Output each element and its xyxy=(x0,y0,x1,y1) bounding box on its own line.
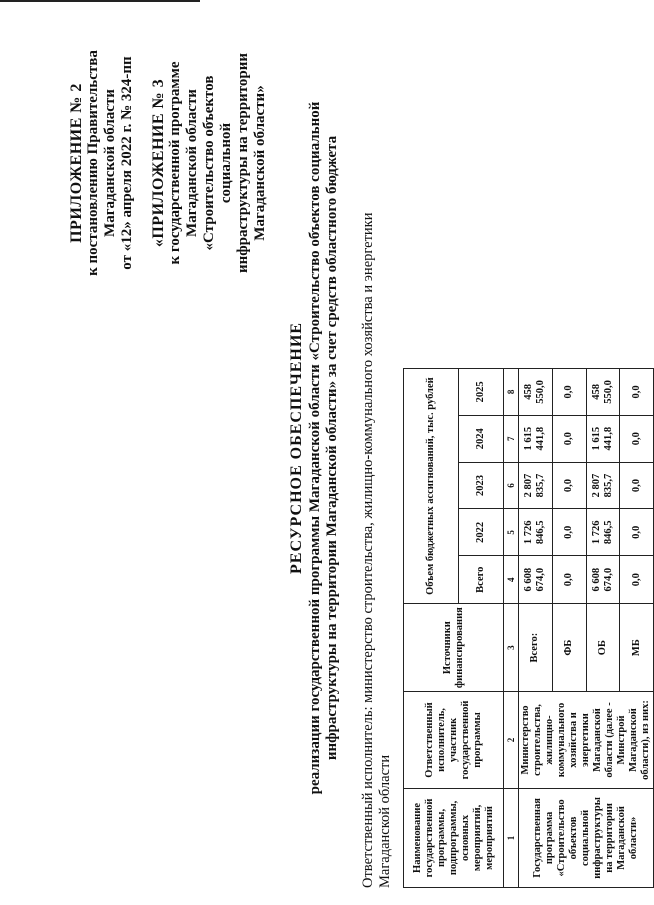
header-2022: 2022 xyxy=(459,509,504,556)
appendix-line: Магаданской области» xyxy=(252,85,268,241)
y2025-cell: 0,0 xyxy=(620,369,654,416)
rotated-page xyxy=(18,28,651,888)
header-source: Источники финансирования xyxy=(404,604,504,692)
y2022-cell: 0,0 xyxy=(552,509,586,556)
column-number: 8 xyxy=(504,369,519,416)
appendix-title: ПРИЛОЖЕНИЕ № 2 xyxy=(68,83,85,243)
title-line: инфраструктуры на территории Магаданской области» за счет средств областного бюджета xyxy=(324,135,340,761)
total-cell: 0,0 xyxy=(552,556,586,604)
header-2023: 2023 xyxy=(459,462,504,509)
resource-table xyxy=(403,368,654,888)
program-name-cell: Государственная программа «Строительство объектов социальной инфраструктуры на территории Магаданской области» xyxy=(519,788,654,887)
column-number: 5 xyxy=(504,509,519,556)
source-cell: Всего: xyxy=(519,604,553,692)
header-2024: 2024 xyxy=(459,415,504,462)
y2023-cell: 2 807 835,7 xyxy=(586,462,620,509)
top-rule xyxy=(0,0,200,2)
title-head: РЕСУРСНОЕ ОБЕСПЕЧЕНИЕ xyxy=(288,322,305,574)
executor-cell: Министерство строительства, жилищно-коммунального хозяйства и энергетики Магаданской области (далее - Минстрой Магаданской области), из них: xyxy=(519,692,654,789)
column-number: 4 xyxy=(504,556,519,604)
appendix-line: инфраструктуры на территории xyxy=(235,52,251,274)
column-number: 3 xyxy=(504,604,519,692)
y2023-cell: 0,0 xyxy=(620,462,654,509)
appendix-date: от «12» апреля 2022 г. № 324-пп xyxy=(119,56,135,270)
y2022-cell: 1 726 846,5 xyxy=(519,509,553,556)
source-cell: ФБ xyxy=(552,604,586,692)
y2023-cell: 0,0 xyxy=(552,462,586,509)
source-cell: МБ xyxy=(620,604,654,692)
responsible-line: Магаданской области xyxy=(377,754,393,888)
column-numbers-row xyxy=(504,369,519,888)
header-program: Наименование государственной программы, подпрограммы, основных мероприятий, мероприятий xyxy=(404,788,504,887)
total-cell: 6 608 674,0 xyxy=(519,556,553,604)
header-executor: Ответственный исполнитель, участник государственной программы xyxy=(404,692,504,789)
y2022-cell: 1 726 846,5 xyxy=(586,509,620,556)
appendix-block xyxy=(68,38,269,288)
y2022-cell: 0,0 xyxy=(620,509,654,556)
column-number: 7 xyxy=(504,415,519,462)
appendix-line: к постановлению Правительства xyxy=(85,50,101,276)
table-row xyxy=(519,369,553,888)
y2023-cell: 2 807 835,7 xyxy=(519,462,553,509)
table-header-row xyxy=(404,369,459,888)
appendix-line: Магаданской области xyxy=(102,89,118,237)
y2024-cell: 0,0 xyxy=(620,415,654,462)
y2025-cell: 458 550,0 xyxy=(519,369,553,416)
total-cell: 0,0 xyxy=(620,556,654,604)
y2024-cell: 0,0 xyxy=(552,415,586,462)
column-number: 6 xyxy=(504,462,519,509)
header-total: Всего xyxy=(459,556,504,604)
source-cell: ОБ xyxy=(586,604,620,692)
header-2025: 2025 xyxy=(459,369,504,416)
title-line: реализации государственной программы Магаданской области «Строительство объектов социальной xyxy=(307,101,323,795)
appendix-line: к государственной программе xyxy=(167,61,183,265)
appendix-line: «Строительство объектов социальной xyxy=(201,75,234,251)
column-number: 1 xyxy=(504,788,519,887)
appendix-line: Магаданской области xyxy=(184,89,200,237)
header-budget-group: Объем бюджетных ассигнований, тыс. рублей xyxy=(404,369,459,604)
appendix-subtitle: «ПРИЛОЖЕНИЕ № 3 xyxy=(150,78,167,248)
responsible-executor xyxy=(360,28,394,888)
y2025-cell: 458 550,0 xyxy=(586,369,620,416)
y2025-cell: 0,0 xyxy=(552,369,586,416)
y2024-cell: 1 615 441,8 xyxy=(586,415,620,462)
y2024-cell: 1 615 441,8 xyxy=(519,415,553,462)
document-title xyxy=(288,68,341,828)
total-cell: 6 608 674,0 xyxy=(586,556,620,604)
responsible-line: Ответственный исполнитель: министерство строительства, жилищно-коммунального хозяйства и энергетики xyxy=(360,212,376,888)
column-number: 2 xyxy=(504,692,519,789)
